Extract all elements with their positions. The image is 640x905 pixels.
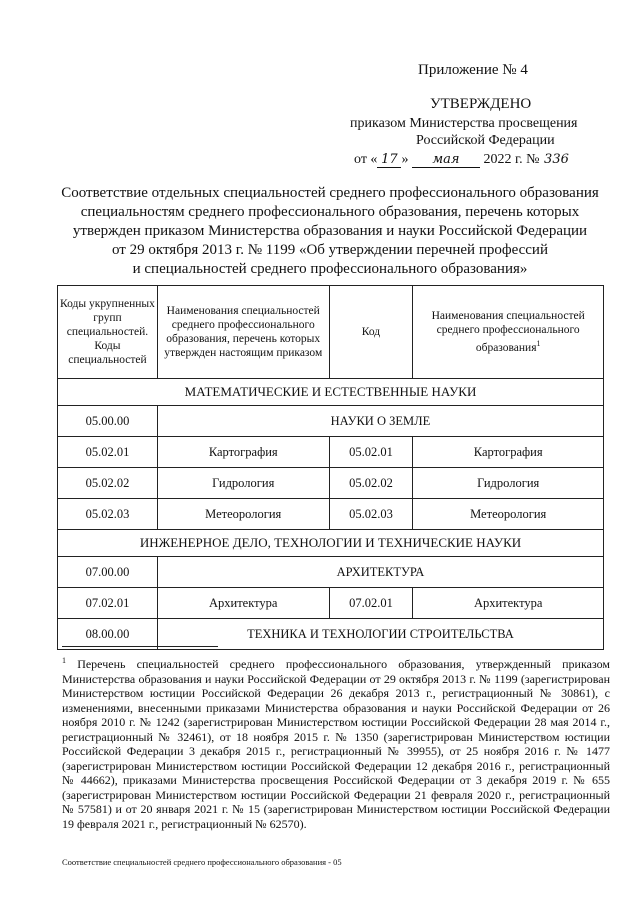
title-line: от 29 октября 2013 г. № 1199 «Об утверждении перечней профессий [112, 242, 548, 258]
footnote-text: Перечень специальностей среднего профессионального образования, утвержденный приказом Министерства образования и науки Российской Федерации от 29 октября 2013 г. № 1199 (зарегистрирован Министерством юстиции Российской Федерации 26 декабря 2013 г., регистрационный № 30861), с изменениями, внесенными приказами Министерства образования и науки Российской Федерации от 26 ноября 2010 г. № 1242 (зарегистрирован Министерством юстиции Российской Федерации 28 мая 2014 г., регистрационный № 32461), от 18 ноября 2015 г. № 1350 (зарегистрирован Министерством юстиции Российской Федерации 3 декабря 2015 г., регистрационный № 39955), от 25 ноября 2016 г. № 1477 (зарегистрирован Министерством юстиции Российской Федерации 12 декабря 2016 г., регистрационный № 44662), приказами Министерства просвещения Российской Федерации от 3 декабря 2019 г. № 655 (зарегистрирован Министерством юстиции Российской Федерации 21 февраля 2020 г., регистрационный № 57581) и от 20 января 2021 г. № 15 (зарегистрирован Министерством юстиции Российской Федерации 19 февраля 2021 г., регистрационный № 62570). [62, 657, 610, 831]
group-row [58, 557, 604, 588]
date-year: 2022 г. № [483, 152, 540, 167]
footnote [62, 654, 610, 831]
specialty-code: 07.02.01 [58, 588, 158, 619]
date-mid: » [401, 152, 409, 167]
table-row [58, 499, 604, 530]
approved-label: УТВЕРЖДЕНО [430, 96, 532, 112]
group-code: 05.00.00 [58, 406, 158, 437]
old-specialty-name: Гидрология [413, 468, 604, 499]
specialty-name: Картография [157, 437, 329, 468]
title-line: Соответствие отдельных специальностей среднего профессионального образования [61, 185, 599, 201]
header-cell-names-old: Наименования специальностей среднего профессионального образования$^1$ [413, 286, 604, 379]
footnote-ref: 1 [536, 339, 541, 349]
footnote-divider [62, 646, 218, 647]
handwritten-day: 17 [377, 153, 401, 168]
section-title: ИНЖЕНЕРНОЕ ДЕЛО, ТЕХНОЛОГИИ И ТЕХНИЧЕСКИЕ НАУКИ [58, 530, 604, 557]
specialty-name: Гидрология [157, 468, 329, 499]
order-line-2: Российской Федерации [416, 133, 555, 148]
correspondence-table [57, 285, 604, 650]
old-specialty-code: 05.02.03 [329, 499, 413, 530]
order-date-line [354, 152, 573, 168]
table-row [58, 437, 604, 468]
old-specialty-code: 07.02.01 [329, 588, 413, 619]
handwritten-month: мая [412, 153, 480, 168]
group-name: ТЕХНИКА И ТЕХНОЛОГИИ СТРОИТЕЛЬСТВА [157, 619, 603, 650]
group-name: НАУКИ О ЗЕМЛЕ [157, 406, 603, 437]
footnote-marker: 1 [62, 656, 66, 665]
group-code: 08.00.00 [58, 619, 158, 650]
section-title: МАТЕМАТИЧЕСКИЕ И ЕСТЕСТВЕННЫЕ НАУКИ [58, 379, 604, 406]
group-code: 07.00.00 [58, 557, 158, 588]
section-row [58, 379, 604, 406]
header-cell-codes: Коды укрупненных групп специальностей. Коды специальностей [58, 286, 158, 379]
appendix-label: Приложение № 4 [418, 62, 528, 78]
specialty-code: 05.02.03 [58, 499, 158, 530]
header-cell-code: Код [329, 286, 413, 379]
page-footer: Соответствие специальностей среднего профессионального образования - 05 [62, 857, 342, 867]
group-name: АРХИТЕКТУРА [157, 557, 603, 588]
group-row [58, 406, 604, 437]
table-row [58, 468, 604, 499]
order-line-1: приказом Министерства просвещения [350, 116, 578, 131]
old-specialty-name: Картография [413, 437, 604, 468]
header-cell-names-new: Наименования специальностей среднего профессионального образования, перечень которых утвержден настоящим приказом [157, 286, 329, 379]
old-specialty-name: Метеорология [413, 499, 604, 530]
section-row [58, 530, 604, 557]
old-specialty-code: 05.02.02 [329, 468, 413, 499]
old-specialty-code: 05.02.01 [329, 437, 413, 468]
handwritten-order-number: 336 [544, 152, 569, 167]
old-specialty-name: Архитектура [413, 588, 604, 619]
specialty-code: 05.02.01 [58, 437, 158, 468]
table-header-row [58, 286, 604, 379]
specialty-code: 05.02.02 [58, 468, 158, 499]
table-row [58, 588, 604, 619]
document-title [60, 184, 600, 279]
specialty-name: Архитектура [157, 588, 329, 619]
date-prefix: от « [354, 152, 378, 167]
title-line: и специальностей среднего профессионального образования» [132, 261, 528, 277]
group-row [58, 619, 604, 650]
specialty-name: Метеорология [157, 499, 329, 530]
title-line: утвержден приказом Министерства образования и науки Российской Федерации [72, 223, 588, 239]
title-line: специальностям среднего профессионального образования, перечень которых [80, 204, 580, 220]
